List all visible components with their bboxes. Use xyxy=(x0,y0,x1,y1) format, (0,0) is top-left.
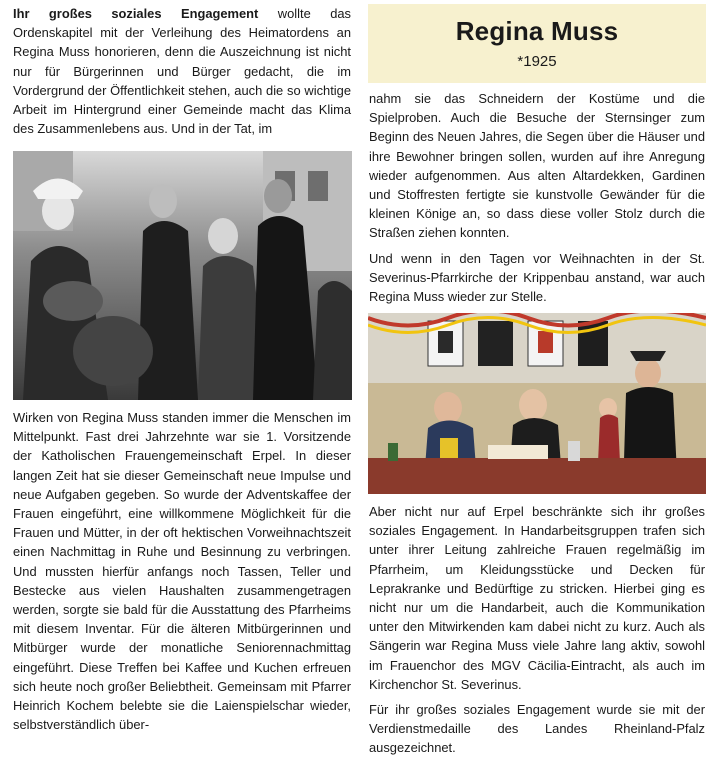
title-box xyxy=(368,4,706,83)
right-paragraph-3: Aber nicht nur auf Erpel beschränkte sich ihr großes soziales Engagement. In Handarbeitsgruppen trafen sich unter ihrer Leitung zahlreiche Frauen regelmäßig im Pfarrheim, um Kleidungsstücke und Decken für Leprakranke und Bedürftige zu stricken. Hierbei ging es nicht nur um die Handarbeit, auch die Kommunikation unter den Mitwirkenden kam dabei nicht zu kurz. Auch als Sängerin war Regina Muss viele Jahre lang aktiv, sowohl im Frauenchor des MGV Cäcilia-Eintracht, als auch im Kirchenchor St. Severinus. xyxy=(369,504,705,692)
left-continued-paragraph: Wirken von Regina Muss standen immer die Menschen im Mittelpunkt. Fast drei Jahrzehnte war sie 1. Vorsitzende der Katholischen Frauengemeinschaft Erpel. In dieser langen Zeit hat sie dieser Gemeinschaft neue Impulse und neue Aufgaben gegeben. So wurde der Adventskaffee der Frauen eingeführt, eine willkommene Möglichkeit für die Frauen und Mütter, in der oft hektischen Vorweihnachtszeit einen Nachmittag in Ruhe und Besinnung zu verbringen. Und mussten hierfür anfangs noch Tassen, Teller und Bestecke aus vielen Haushalten zusammengetragen werden, sorgte sie bald für die Ausstattung des Pfarrheims mit diesem Inventar. Für die älteren Mitbürgerinnen und Mitbürger wurde der monatliche Seniorennachmittag eingeführt. Diese Treffen bei Kaffee und Kuchen erfreuen sich heute noch großer Beliebtheit. Gemeinsam mit Pfarrer Heinrich Kochem belebte sie die Laienspielschar wieder, selbstverständlich über- xyxy=(13,410,351,733)
carnival-photo xyxy=(13,151,352,400)
intro-text xyxy=(13,4,351,138)
right-paragraph-2: Und wenn in den Tagen vor Weihnachten in der St. Severinus-Pfarrkirche der Krippenbau anstand, war auch Regina Muss wieder zur Stelle. xyxy=(369,250,705,305)
right-paragraph-4: Für ihr großes soziales Engagement wurde sie mit der Verdienstmedaille des Landes Rheinland-Pfalz ausgezeichnet. xyxy=(369,702,705,756)
intro-lead: Ihr großes soziales Engagement xyxy=(13,6,259,21)
left-column-text xyxy=(13,408,351,734)
right-column-upper-text xyxy=(369,89,705,306)
right-paragraph-1: nahm sie das Schneidern der Kostüme und die Spielproben. Auch die Besuche der Sternsinger zum Beginn des Neuen Jahres, die Segen über die Häuser und ihre Bewohner bringen sollen, wurden auf ihre Anregung wieder aufgenommen. Aus alten Altardekken, Gardinen und Stoffresten fertigte sie kunstvolle Gewänder für die kleinen Könige an, so dass diese voller Stolz durch die Straßen ziehen konnten. xyxy=(369,91,705,241)
birth-year: *1925 xyxy=(517,53,557,70)
intro-rest: wollte das Ordenskapitel mit der Verleihung des Heimatordens an Regina Muss honorieren, denn die Auszeichnung ist nicht nur für Bürgerinnen und Bürger gedacht, die im Vordergrund der Öffentlichkeit stehen, auch die so wichtige Arbeit im Hintergrund einer Gemeinde macht das Klima des Zusammenlebens aus. Und in der Tat, im xyxy=(13,6,351,137)
person-name: Regina Muss xyxy=(455,16,619,46)
festive-table-photo xyxy=(368,313,706,494)
right-column-lower-text xyxy=(369,502,705,758)
